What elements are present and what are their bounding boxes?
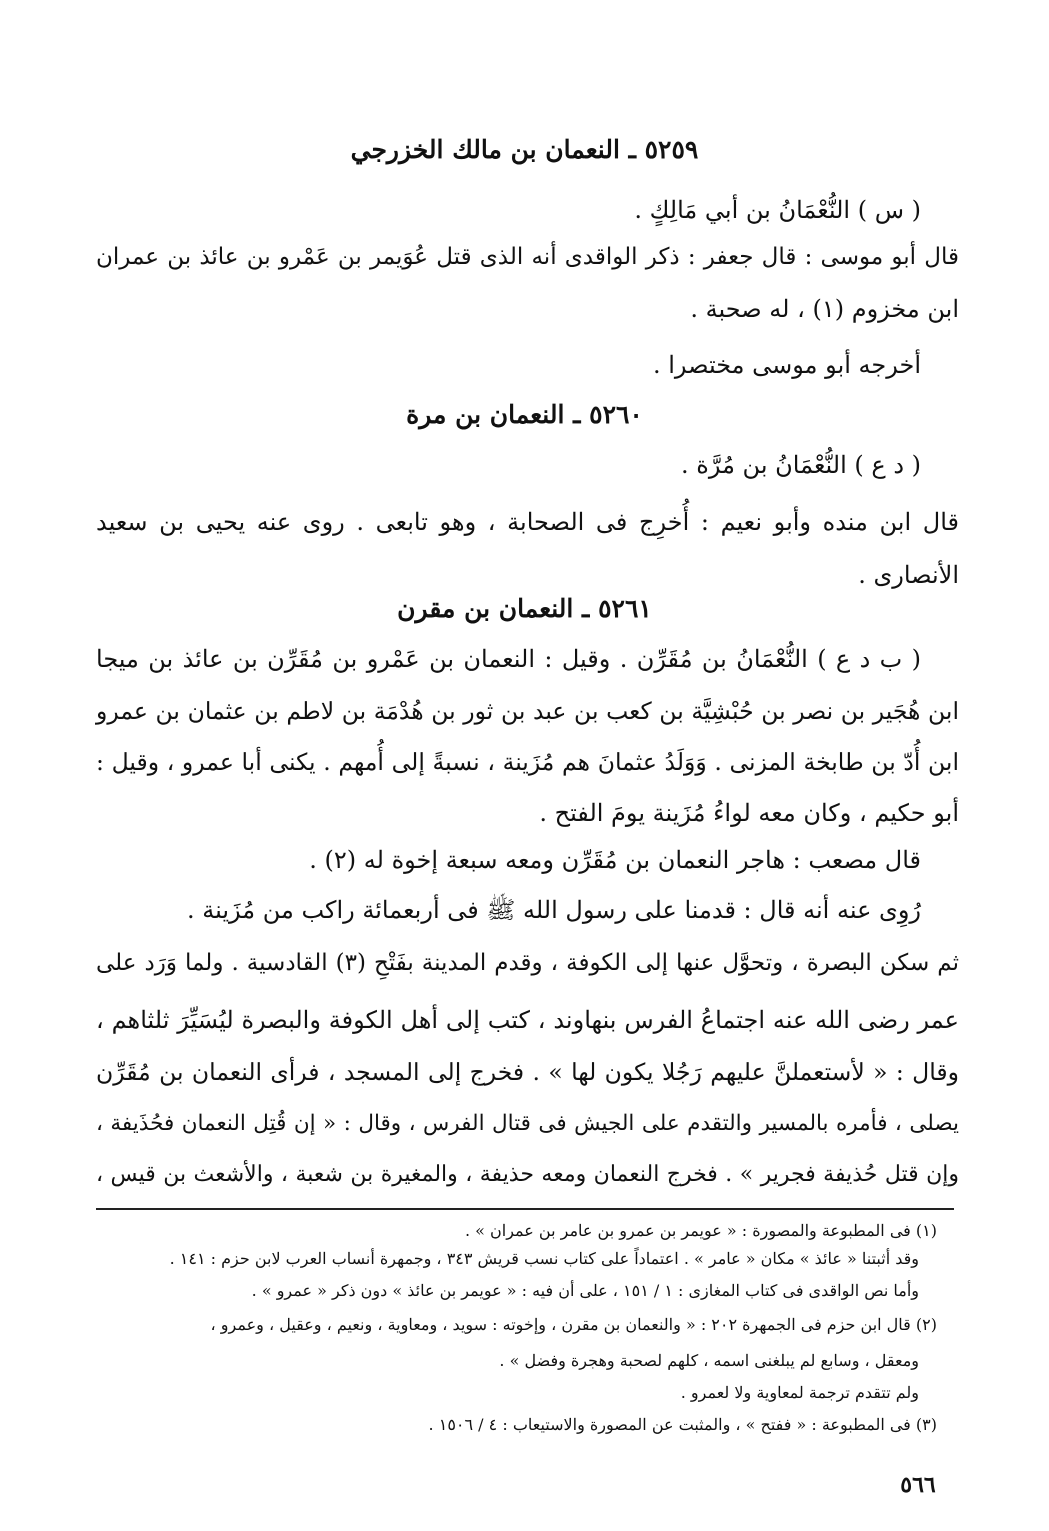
entry-line: وإن قتل حُذيفة فجرير » . فخرج النعمان ومعه حذيفة ، والمغيرة بن شعبة ، والأشعث بن قيس ،: [96, 1162, 959, 1187]
entry-line: ابن أُدّ بن طابخة المزنى . وَوَلَدُ عثمانَ هم مُزَينة ، نسبةً إلى أُمهم . يكنى أبا عمرو ، وقيل :: [96, 748, 959, 776]
footnote-separator: [96, 1208, 954, 1210]
footnote-line: (٢) قال ابن حزم فى الجمهرة ٢٠٢ : « والنعمان بن مقرن ، وإخوته : سويد ، ومعاوية ، ونعيم ، وعقيل ، وعمرو ،: [210, 1315, 937, 1334]
entry-line: وقال : « لأستعملنَّ عليهم رَجُلا يكون لها » . فخرج إلى المسجد ، فرأى النعمان بن مُقَرِّن: [96, 1058, 959, 1086]
entry-line: ( س ) النُّعْمَانُ بن أبي مَالِكٍ .: [634, 196, 921, 224]
entry-line: ابن هُجَير بن نصر بن حُبْشِيَّة بن كعب بن عبد بن ثور بن هُدْمَة بن لاطم بن عثمان بن عمرو: [96, 697, 959, 725]
footnote-line: ومعقل ، وسابع لم يبلغنى اسمه ، كلهم لصحبة وهجرة وفضل » .: [499, 1351, 919, 1370]
entry-line: ثم سكن البصرة ، وتحوَّل عنها إلى الكوفة ، وقدم المدينة بفَتْحِ (٣) القادسية . ولما وَرَد على: [96, 950, 959, 976]
entry-heading: ٥٢٦٠ ـ النعمان بن مرة: [406, 400, 643, 429]
page-number: ٥٦٦: [900, 1472, 936, 1498]
entry-line: يصلى ، فأمره بالمسير والتقدم على الجيش فى قتال الفرس ، وقال : « إن قُتِل النعمان فحُذَيفة ،: [96, 1111, 959, 1136]
entry-line: قال ابن منده وأبو نعيم : أُخرِج فى الصحابة ، وهو تابعى . روى عنه يحيى بن سعيد: [96, 508, 959, 536]
entry-line: قال مصعب : هاجر النعمان بن مُقَرِّن ومعه سبعة إخوة له (٢) .: [309, 846, 921, 874]
entry-line: أبو حكيم ، وكان معه لواءُ مُزَينة يومَ الفتح .: [539, 799, 959, 827]
entry-line: رُوِى عنه أنه قال : قدمنا على رسول الله ﷺ فى أربعمائة راكب من مُزَينة .: [186, 896, 921, 924]
entry-line: ابن مخزوم (١) ، له صحبة .: [690, 295, 959, 323]
footnote-line: ولم تتقدم ترجمة لمعاوية ولا لعمرو .: [680, 1383, 919, 1402]
entry-line: قال أبو موسى : قال جعفر : ذكر الواقدى أنه الذى قتل عُوَيمر بن عَمْرو بن عائذ بن عمران: [96, 244, 959, 270]
footnote-line: (٣) فى المطبوعة : « ففتح » ، والمثبت عن المصورة والاستيعاب : ٤ / ١٥٠٦ .: [428, 1415, 937, 1434]
entry-line: الأنصارى .: [858, 561, 959, 589]
entry-line: ( د ع ) النُّعْمَانُ بن مُرَّة .: [681, 451, 921, 479]
footnote-line: وقد أثبتنا « عائذ » مكان « عامر » . اعتماداً على كتاب نسب قريش ٣٤٣ ، وجمهرة أنساب العرب لابن حزم : ١٤١ .: [169, 1249, 919, 1268]
entry-heading: ٥٢٦١ ـ النعمان بن مقرن: [397, 594, 652, 623]
entry-line: عمر رضى الله عنه اجتماعُ الفرس بنهاوند ، كتب إلى أهل الكوفة والبصرة ليُسَيِّرَ ثلثاهم ،: [96, 1006, 959, 1034]
footnote-line: وأما نص الواقدى فى كتاب المغازى : ١ / ١٥١ ، على أن فيه : « عويمر بن عائذ » دون ذكر « عمرو » .: [251, 1281, 919, 1300]
footnote-line: (١) فى المطبوعة والمصورة : « عويمر بن عمرو بن عامر بن عمران » .: [464, 1221, 937, 1240]
entry-line: ( ب د ع ) النُّعْمَانُ بن مُقَرِّن . وقيل : النعمان بن عَمْرو بن مُقَرِّن بن عائذ بن ميجا: [96, 645, 921, 673]
entry-heading: ٥٢٥٩ ـ النعمان بن مالك الخزرجي: [350, 135, 699, 164]
entry-line: أخرجه أبو موسى مختصرا .: [652, 351, 921, 379]
